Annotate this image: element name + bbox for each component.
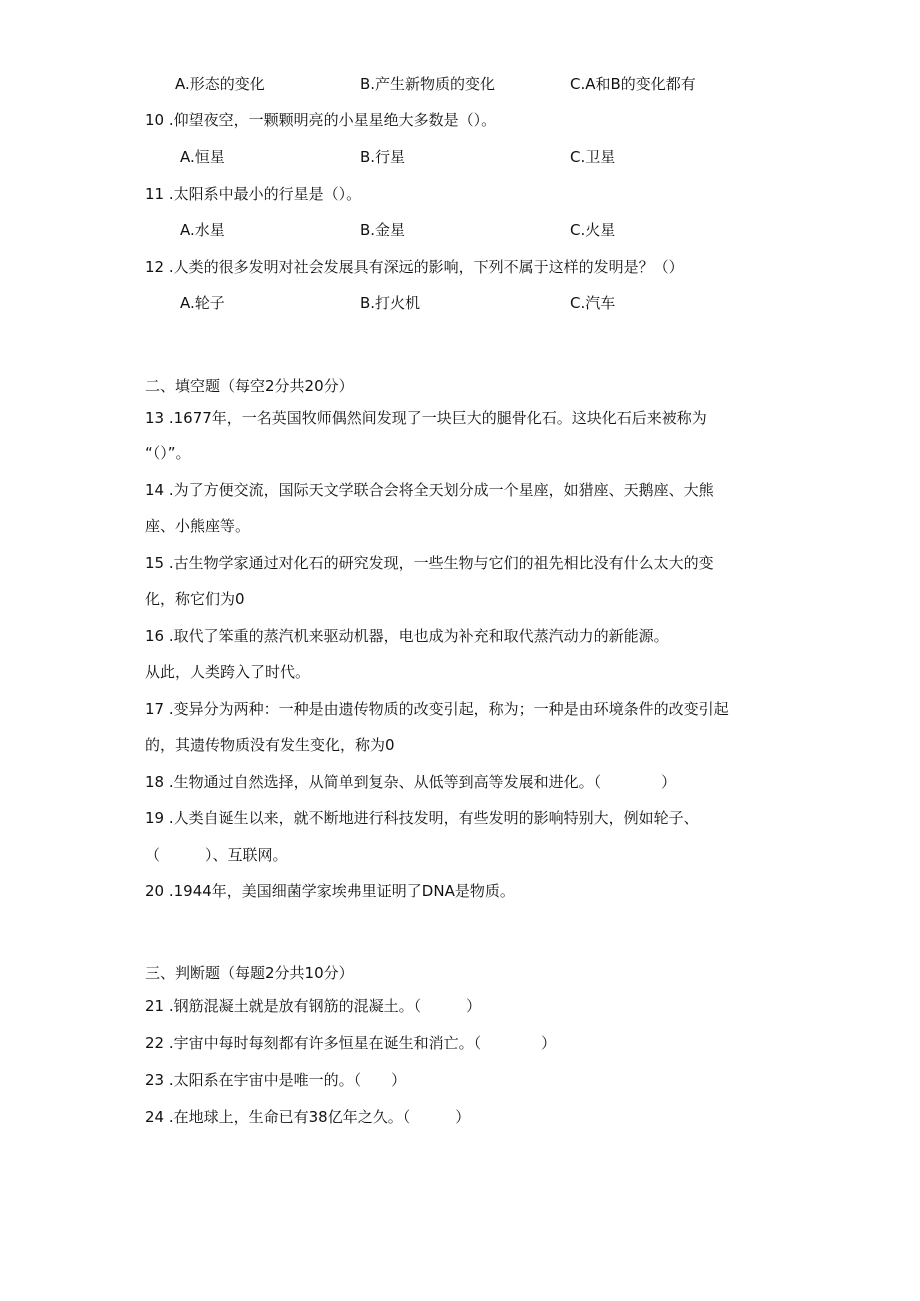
q14-line1: 14 .为了方便交流，国际天文学联合会将全天划分成一个星座，如猎座、天鹅座、大熊 (145, 481, 714, 499)
q12-option-c: C.汽车 (570, 294, 616, 312)
q18-text: 18 .生物通过自然选择，从简单到复杂、从低等到高等发展和进化。（ ） (145, 773, 677, 791)
q19-line1: 19 .人类自诞生以来，就不断地进行科技发明，有些发明的影响特别大，例如轮子、 (145, 809, 699, 827)
q15-line2: 化，称它们为0 (145, 590, 245, 608)
q16-line2: 从此，人类跨入了时代。 (145, 663, 311, 681)
q14-line2: 座、小熊座等。 (145, 517, 251, 535)
q21-text: 21 .钢筋混凝土就是放有钢筋的混凝土。（ ） (145, 997, 482, 1015)
q12-option-b: B.打火机 (360, 294, 421, 312)
q11-text: 11 .太阳系中最小的行星是（）。 (145, 185, 362, 203)
q9-option-b: B.产生新物质的变化 (360, 75, 496, 93)
q17-line1: 17 .变异分为两种：一种是由遗传物质的改变引起，称为；一种是由环境条件的改变引起 (145, 700, 729, 718)
q12-text: 12 .人类的很多发明对社会发展具有深远的影响，下列不属于这样的发明是？（） (145, 258, 684, 276)
q13-line2: “（）”。 (145, 444, 191, 462)
q9-option-a: A.形态的变化 (175, 75, 265, 93)
section-2-title: 二、填空题（每空2分共20分） (145, 377, 354, 395)
q11-option-b: B.金星 (360, 221, 406, 239)
q19-line2: （ ）、互联网。 (145, 846, 288, 864)
q10-option-c: C.卫星 (570, 148, 616, 166)
q22-text: 22 .宇宙中每时每刻都有许多恒星在诞生和消亡。（ ） (145, 1034, 557, 1052)
q12-option-a: A.轮子 (180, 294, 225, 312)
q20-text: 20 .1944年，美国细菌学家埃弗里证明了DNA是物质。 (145, 882, 515, 900)
section-3-title: 三、判断题（每题2分共10分） (145, 964, 354, 982)
q15-line1: 15 .古生物学家通过对化石的研究发现，一些生物与它们的祖先相比没有什么太大的变 (145, 554, 714, 572)
q24-text: 24 .在地球上，生命已有38亿年之久。（ ） (145, 1108, 471, 1126)
q10-option-b: B.行星 (360, 148, 406, 166)
q17-line2: 的，其遗传物质没有发生变化，称为0 (145, 736, 395, 754)
q10-option-a: A.恒星 (180, 148, 225, 166)
q16-line1: 16 .取代了笨重的蒸汽机来驱动机器，电也成为补充和取代蒸汽动力的新能源。 (145, 627, 669, 645)
q10-text: 10 .仰望夜空，一颗颗明亮的小星星绝大多数是（）。 (145, 111, 497, 129)
q13-line1: 13 .1677年，一名英国牧师偶然间发现了一块巨大的腿骨化石。这块化石后来被称为 (145, 409, 707, 427)
q23-text: 23 .太阳系在宇宙中是唯一的。（ ） (145, 1071, 407, 1089)
q9-option-c: C.A和B的变化都有 (570, 75, 696, 93)
q11-option-c: C.火星 (570, 221, 616, 239)
q11-option-a: A.水星 (180, 221, 225, 239)
